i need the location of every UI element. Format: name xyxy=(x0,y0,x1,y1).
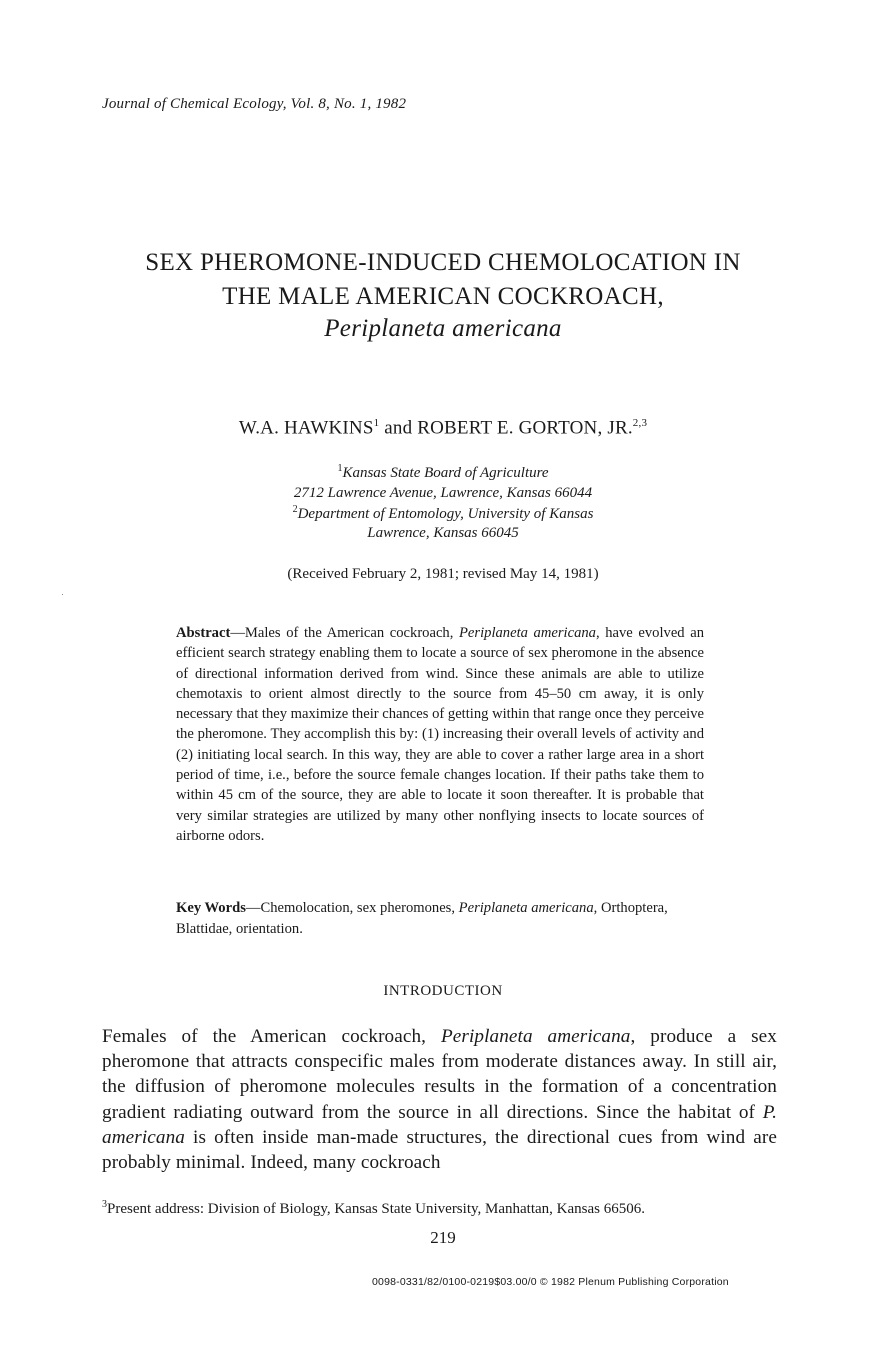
author-connector: and xyxy=(384,417,413,439)
copyright-line: 0098-0331/82/0100-0219$03.00/0 © 1982 Plenum Publishing Corporation xyxy=(372,1276,729,1288)
affiliation-line xyxy=(0,485,886,502)
author-2-name: ROBERT E. GORTON, JR. xyxy=(417,417,633,439)
affiliation-text: 2712 Lawrence Avenue, Lawrence, Kansas 66044 xyxy=(293,485,593,501)
keywords xyxy=(176,898,704,940)
footnote-text: Present address: Division of Biology, Kansas State University, Manhattan, Kansas 66506. xyxy=(107,1201,645,1217)
abstract-species: Periplaneta americana xyxy=(459,625,596,641)
body-text: , produce a sex pheromone that attracts conspecific males from moderate distances away. In still air, the diffusion of pheromone molecules results in the formation of a concentration gradient radiating outward from the source in all directions. Since the habitat of xyxy=(102,1026,777,1123)
page-number: 219 xyxy=(430,1228,456,1247)
footnote xyxy=(102,1199,645,1218)
keywords-dash: — xyxy=(245,900,261,916)
affiliation-text: Lawrence, Kansas 66045 xyxy=(367,525,519,541)
abstract xyxy=(176,623,704,846)
abstract-text: Males of the American cockroach, xyxy=(244,625,460,641)
species-name: Periplaneta americana xyxy=(440,1026,631,1047)
body-text: is often inside man-made structures, the directional cues from wind are probably minimal. Indeed, many cockroach xyxy=(102,1126,777,1174)
affiliation-line xyxy=(0,525,886,542)
abstract-text: , have evolved an efficient search strategy enabling them to locate a source of sex pheromone in the absence of directional information derived from wind. Since these animals are able to utilize chemotaxis to orient almost directly to the source from 45–50 cm away, it is only necessary that they maximize their chances of getting within that range once they perceive the pheromone. They accomplish this by: (1) increasing their overall levels of activity and (2) initiating local search. In this way, they are able to cover a rather large area in a short period of time, i.e., before the source female changes location. If their paths take them to within 45 cm of the source, they are able to locate it soon thereafter. It is probable that very similar strategies are utilized by many other nonflying insects to locate sources of airborne odors. xyxy=(176,625,705,844)
abstract-dash: — xyxy=(230,625,245,641)
abstract-label: Abstract xyxy=(176,625,231,641)
title-species: Periplaneta americana xyxy=(324,315,562,342)
margin-mark xyxy=(62,594,63,595)
keywords-text: , Orthoptera, Blattidae, orientation. xyxy=(176,900,668,937)
affiliation-text: Department of Entomology, University of Kansas xyxy=(297,506,594,522)
keywords-text: Chemolocation, sex pheromones, xyxy=(260,900,459,916)
keywords-label: Key Words xyxy=(176,900,246,916)
body-text: Females of the American cockroach, xyxy=(102,1026,441,1047)
species-name: P. americana xyxy=(102,1101,777,1148)
affiliation-mark: 1 xyxy=(337,463,343,474)
title-line-2: THE MALE AMERICAN COCKROACH, xyxy=(222,283,664,310)
received-dates: (Received February 2, 1981; revised May 14, 1981) xyxy=(287,566,599,582)
affiliation-text: Kansas State Board of Agriculture xyxy=(342,465,549,481)
author-list xyxy=(0,417,886,439)
author-2-affil-mark: 2,3 xyxy=(632,417,648,429)
affiliation-line xyxy=(0,463,886,482)
affiliation-line xyxy=(0,504,886,523)
introduction-paragraph xyxy=(102,1024,777,1175)
journal-citation: Journal of Chemical Ecology, Vol. 8, No. 1, 1982 xyxy=(102,96,407,112)
footnote-mark: 3 xyxy=(102,1199,107,1210)
title-line-1: SEX PHEROMONE-INDUCED CHEMOLOCATION IN xyxy=(145,249,741,276)
keywords-species: Periplaneta americana xyxy=(458,900,594,916)
author-1-name: W.A. HAWKINS xyxy=(238,417,374,439)
section-heading: INTRODUCTION xyxy=(383,983,503,999)
author-1-affil-mark: 1 xyxy=(373,417,380,429)
affiliation-mark: 2 xyxy=(292,504,298,515)
